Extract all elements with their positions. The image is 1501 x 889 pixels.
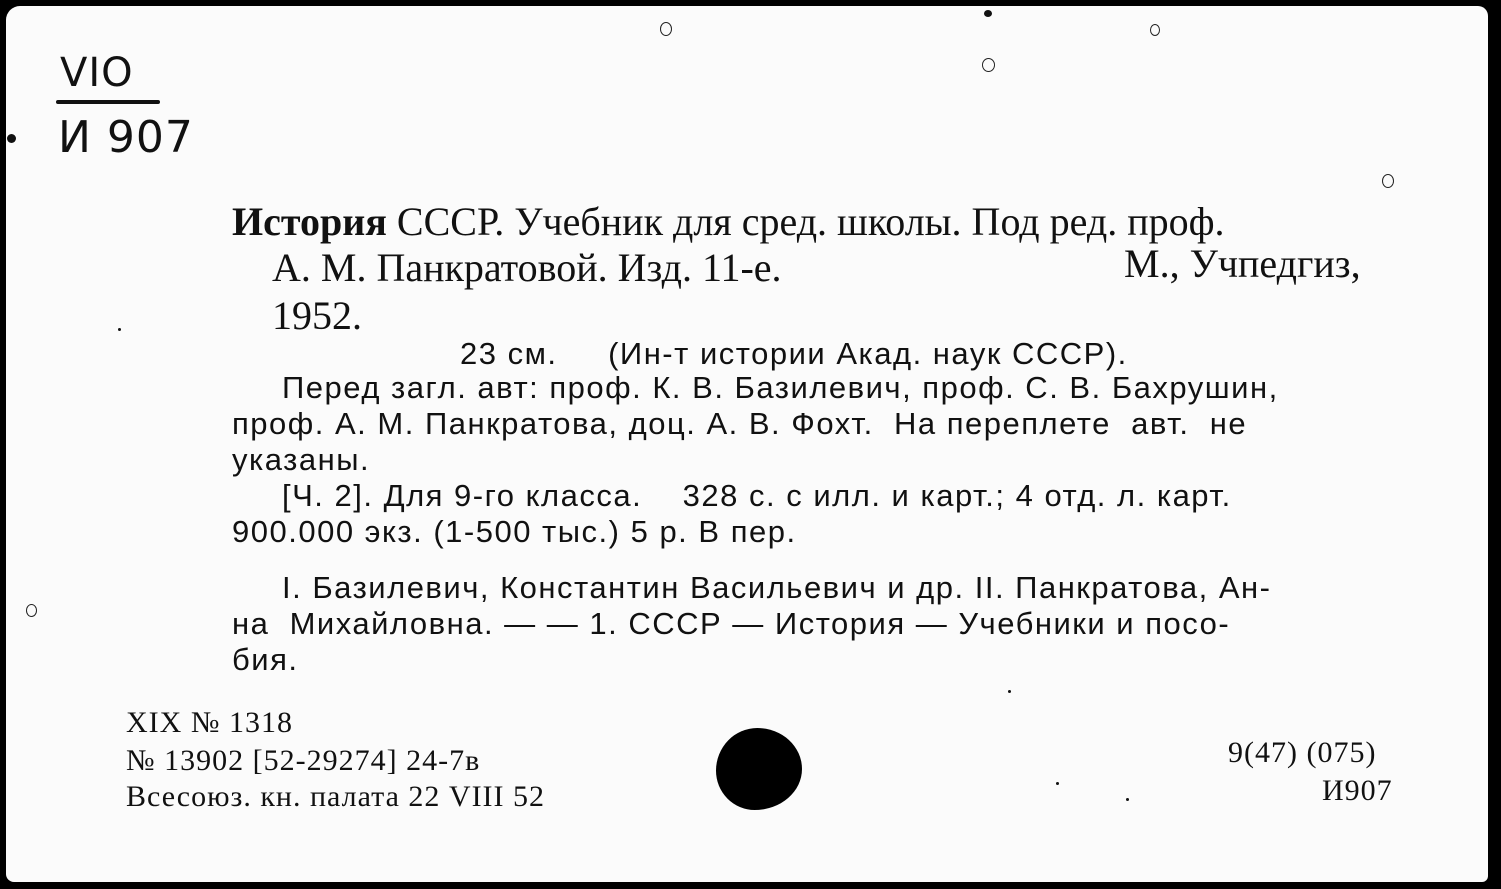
tracing-line-1: I. Базилевич, Константин Васильевич и др. II. Панкратова, Ан- — [282, 570, 1272, 605]
note-line-1: Перед загл. авт: проф. К. В. Базилевич, проф. С. В. Бахрушин, — [282, 370, 1279, 405]
speck — [7, 134, 16, 143]
imprint-place-publisher: М., Учпедгиз, — [1124, 241, 1361, 286]
speck — [1056, 782, 1059, 785]
shelfmark-top: VIO — [60, 50, 134, 96]
footer-left-3: Всесоюз. кн. палата 22 VIII 52 — [126, 780, 546, 813]
speck — [982, 58, 995, 72]
speck — [1126, 798, 1129, 801]
speck — [660, 22, 672, 36]
author-mark: И907 — [1322, 774, 1393, 807]
catalog-card — [6, 6, 1488, 882]
heading-word: История — [232, 199, 387, 244]
footer-left-1: XIX № 1318 — [126, 706, 293, 739]
imprint-year: 1952. — [272, 293, 362, 338]
note-line-3: указаны. — [232, 442, 371, 477]
shelfmark-divider — [56, 100, 160, 104]
note-line-5: 900.000 экз. (1-500 тыс.) 5 р. В пер. — [232, 514, 797, 549]
speck — [1150, 24, 1160, 36]
speck — [984, 10, 992, 17]
classification-number: 9(47) (075) — [1228, 736, 1377, 769]
shelfmark-bottom: И 907 — [58, 112, 194, 163]
speck — [118, 328, 121, 331]
title-line — [232, 198, 1225, 245]
speck — [26, 604, 37, 617]
tracing-line-2: на Михайловна. — — 1. СССР — История — Учебники и посо- — [232, 606, 1231, 641]
title-rest: СССР. Учебник для сред. школы. Под ред. проф. — [386, 199, 1225, 244]
note-line-2: проф. А. М. Панкратова, доц. А. В. Фохт. На переплете авт. не — [232, 406, 1248, 441]
speck — [1008, 690, 1011, 693]
note-line-4: [Ч. 2]. Для 9-го класса. 328 с. с илл. и карт.; 4 отд. л. карт. — [282, 478, 1232, 513]
tracing-line-3: бия. — [232, 642, 299, 677]
physical-description: 23 см. (Ин-т истории Акад. наук СССР). — [460, 336, 1128, 371]
footer-left-2: № 13902 [52-29274] 24-7в — [126, 744, 481, 777]
responsibility-line: А. М. Панкратовой. Изд. 11-е. — [272, 245, 782, 290]
punch-hole — [716, 728, 802, 810]
speck — [1382, 174, 1394, 188]
